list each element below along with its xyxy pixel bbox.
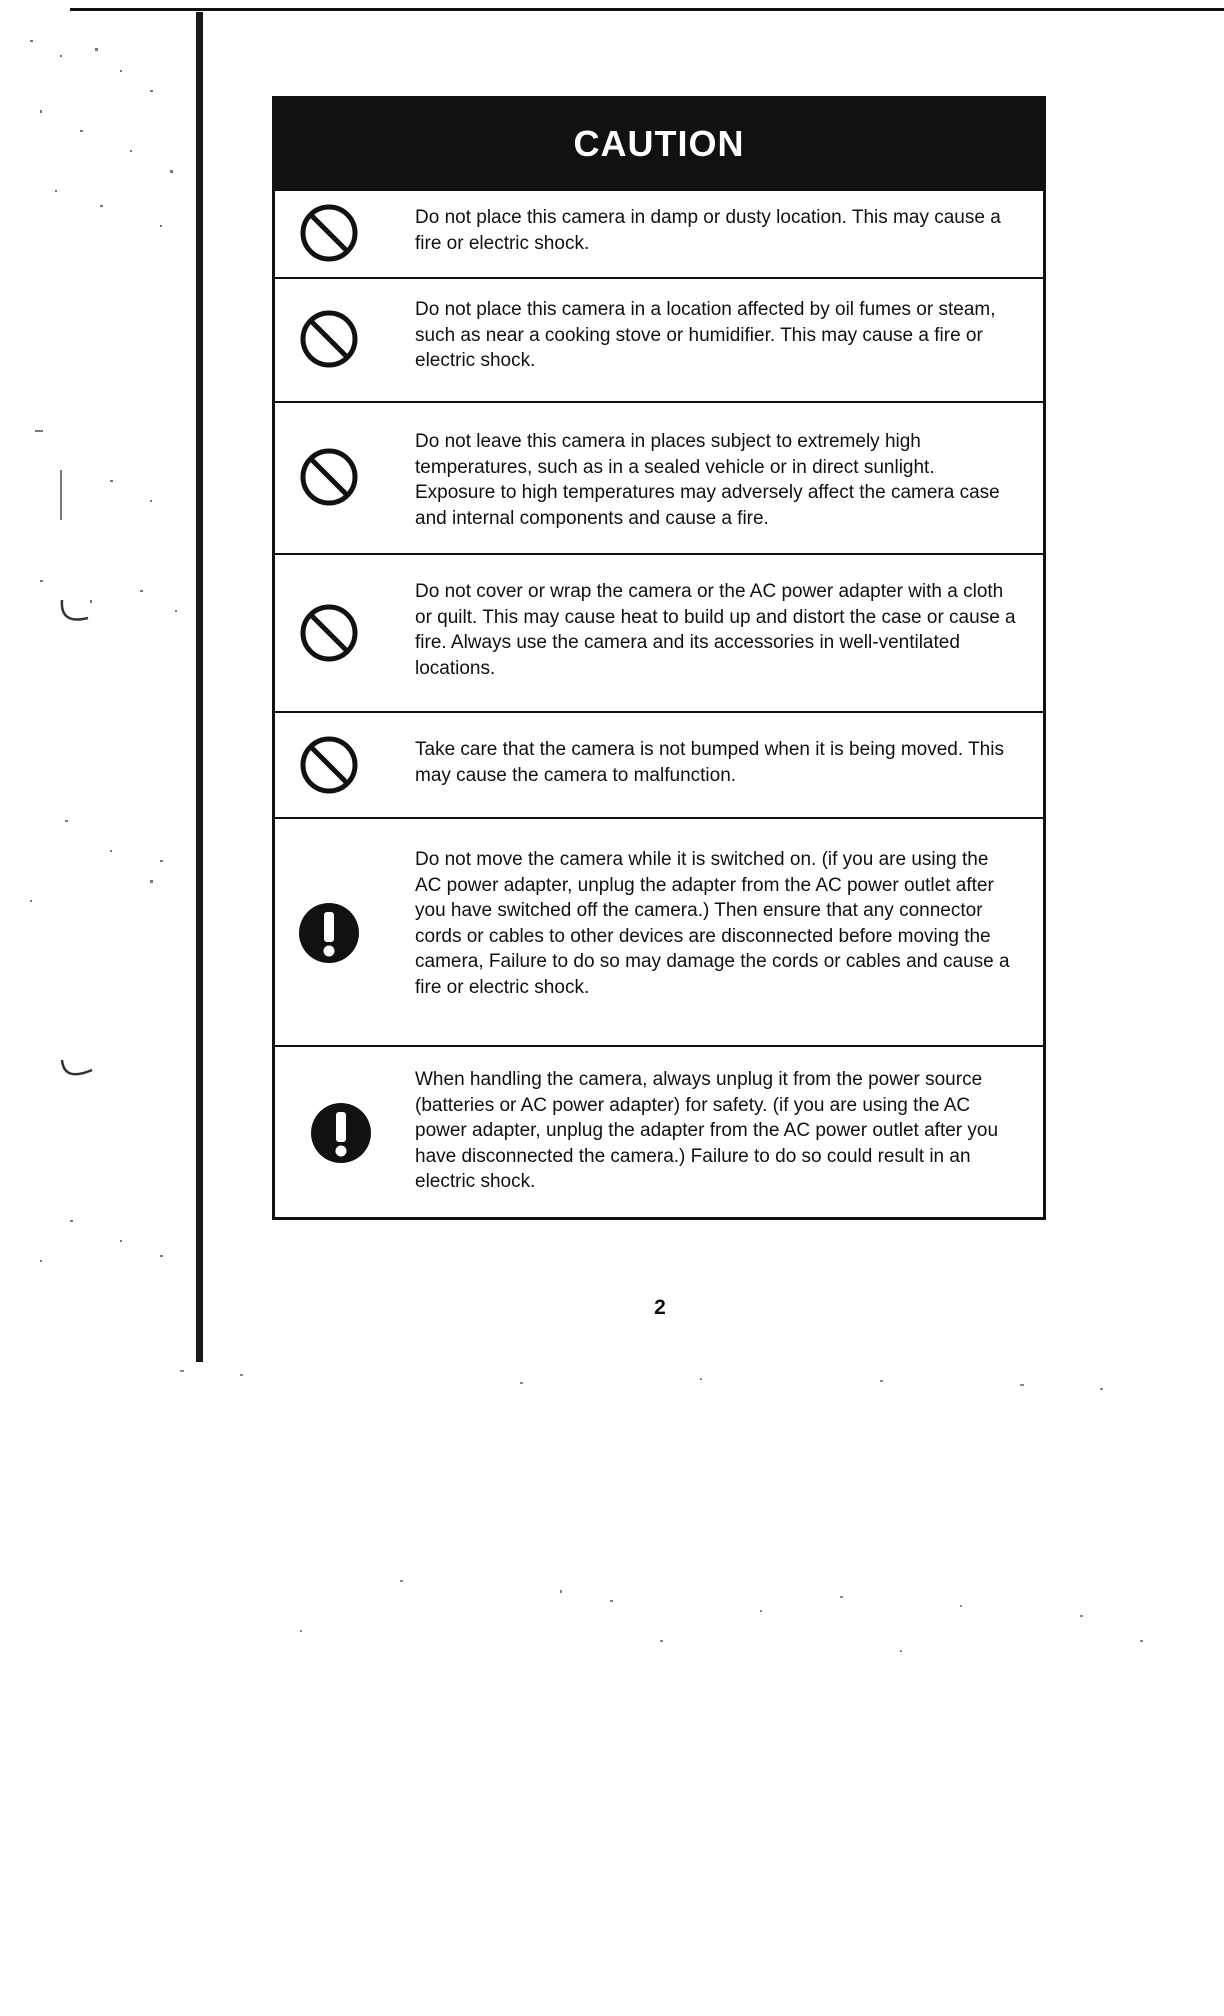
caution-header: [275, 99, 1043, 189]
caution-item-5: [275, 711, 1043, 817]
caution-item-text: Do not leave this camera in places subject to extremely high temperatures, such as in a sealed vehicle or in direct sunlight. Exposure to high temperatures may adversely affect the camera case and internal components and cause a fire.: [415, 431, 1000, 529]
caution-item-4: [275, 553, 1043, 711]
page-number: 2: [654, 1296, 666, 1319]
caution-item-text: Do not move the camera while it is switched on. (if you are using the AC power adapter, unplug the adapter from the AC power outlet after you have switched off the camera.) Then ensure that any connector cords or cables to other devices are disconnected before moving the camera, Failure to do so may damage the cords or cables and cause a fire or electric shock.: [415, 849, 1010, 998]
scan-speckle-bottom: [0, 1360, 1224, 1690]
caution-item-3: [275, 401, 1043, 553]
prohibition-icon: [297, 601, 361, 665]
caution-item-text: Take care that the camera is not bumped when it is being moved. This may cause the camera to malfunction.: [415, 739, 1004, 786]
prohibition-icon: [297, 445, 361, 509]
top-rule: [70, 8, 1224, 11]
caution-item-text: Do not place this camera in a location affected by oil fumes or steam, such as near a cooking stove or humidifier. This may cause a fire or electric shock.: [415, 299, 996, 371]
caution-title: CAUTION: [573, 123, 745, 164]
exclamation-icon: [309, 1101, 373, 1165]
caution-item-2: [275, 277, 1043, 401]
caution-item-text: Do not cover or wrap the camera or the AC power adapter with a cloth or quilt. This may cause heat to build up and distort the case or cause a fire. Always use the camera and its accessories in well-ventilated locations.: [415, 581, 1016, 679]
caution-item-6: [275, 817, 1043, 1045]
caution-item-text: Do not place this camera in damp or dusty location. This may cause a fire or electric shock.: [415, 207, 1001, 254]
prohibition-icon: [297, 307, 361, 371]
exclamation-icon: [297, 901, 361, 965]
prohibition-icon: [297, 201, 361, 265]
caution-item-1: [275, 189, 1043, 277]
prohibition-icon: [297, 733, 361, 797]
caution-item-7: [275, 1045, 1043, 1209]
caution-box: [272, 96, 1046, 1220]
scan-speckle-left: [0, 0, 200, 1300]
caution-item-text: When handling the camera, always unplug it from the power source (batteries or AC power adapter) for safety. (if you are using the AC power adapter, unplug the adapter from the AC power outlet after you have disconnected the camera.) Failure to do so could result in an electric shock.: [415, 1069, 999, 1192]
